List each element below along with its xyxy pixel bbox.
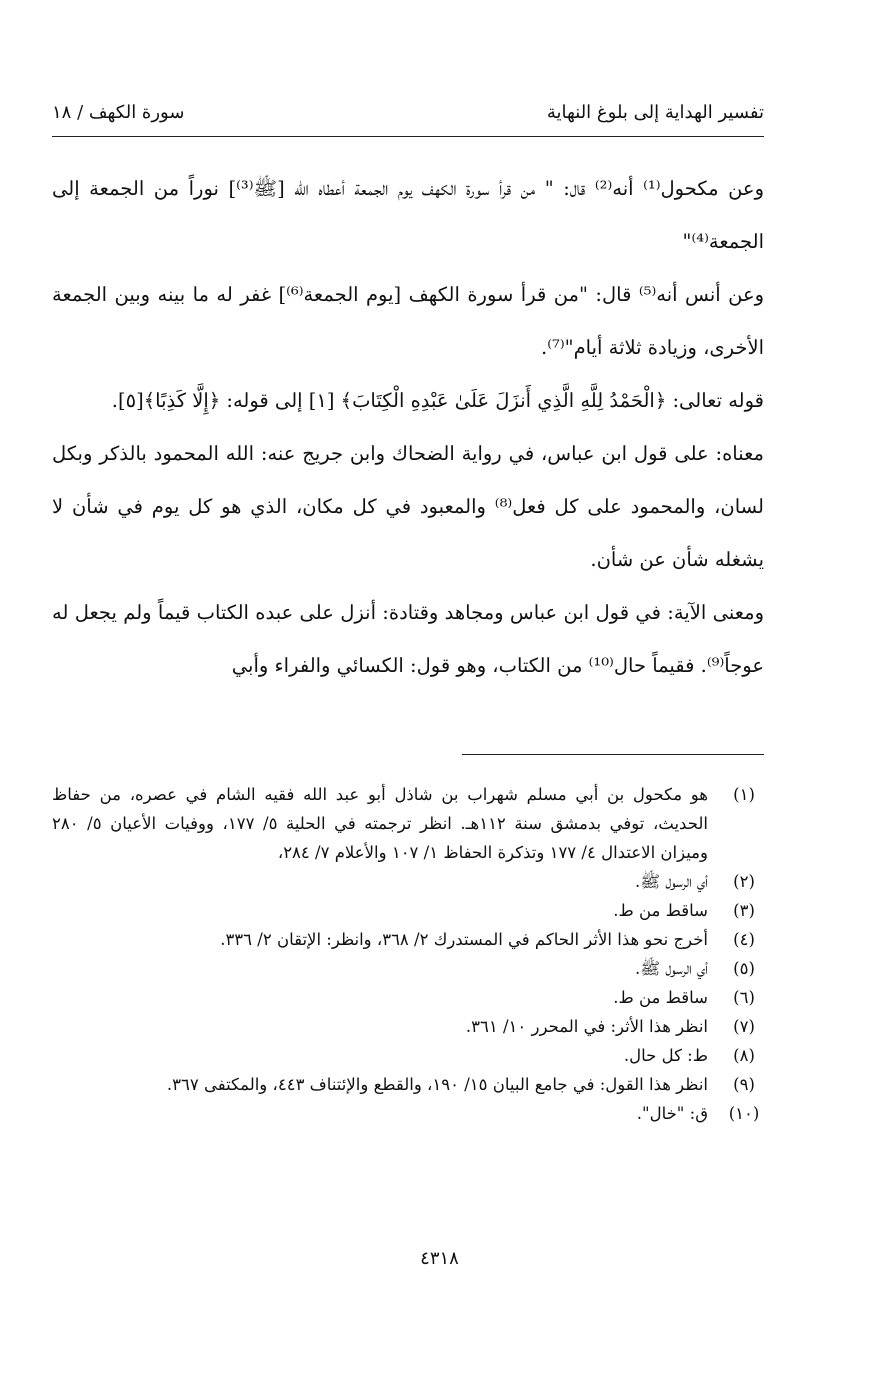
paragraph: ومعنى الآية: في قول ابن عباس ومجاهد وقتادة: أنزل على عبده الكتاب قيماً ولم يجعل له عوجاً⁽⁹⁾. فقيماً حال⁽¹⁰⁾ من الكتاب، وهو قول: الكسائي والفراء وأبي [52, 601, 764, 677]
footnote-number: (٧) [733, 1017, 755, 1036]
footnote-text: أي الرسول ﷺ. [634, 959, 708, 978]
main-text [52, 162, 764, 692]
footnote-number: (١٠) [728, 1104, 760, 1123]
footnote [52, 954, 764, 983]
footnote-text: هو مكحول بن أبي مسلم شهراب بن شاذل أبو عبد الله فقيه الشام في عصره، من حفاظ الحديث، توفي بدمشق سنة ١١٢هـ. انظر ترجمته في الحلية ٥/ ١٧٧، ووفيات الأعيان ٥/ ٢٨٠ وميزان الاعتدال ٤/ ١٧٧ وتذكرة الحفاظ ١/ ١٠٧ والأعلام ٧/ ٢٨٤، [52, 785, 708, 862]
running-header [52, 100, 764, 137]
footnote [52, 1012, 764, 1041]
footnote-number: (١) [733, 785, 755, 804]
footnote-separator [462, 754, 764, 755]
footnote-number: (٢) [733, 872, 755, 891]
footnote-number: (٩) [733, 1075, 755, 1094]
footnote [52, 896, 764, 925]
page-number: ٤٣١٨ [420, 1248, 459, 1269]
footnote-text: ساقط من ط. [613, 901, 708, 920]
footnote [52, 1070, 764, 1099]
footnote [52, 983, 764, 1012]
footnote-text: ط: كل حال. [623, 1046, 708, 1065]
footnote-text: انظر هذا الأثر: في المحرر ١٠/ ٣٦١. [465, 1017, 708, 1036]
footnote [52, 1041, 764, 1070]
book-title: تفسير الهداية إلى بلوغ النهاية [546, 102, 764, 123]
footnote-text: أي الرسول ﷺ. [634, 872, 708, 891]
footnote-text: أخرج نحو هذا الأثر الحاكم في المستدرك ٢/ ٣٦٨، وانظر: الإتقان ٢/ ٣٣٦. [220, 930, 708, 949]
footnote-number: (٦) [733, 988, 755, 1007]
paragraph: وعن مكحول⁽¹⁾ أنه⁽²⁾ قال: " من قرأ سورة الكهف يوم الجمعة أعطاه الله [ﷺ⁽³⁾] نوراً من الجمعة إلى الجمعة⁽⁴⁾" [52, 177, 764, 253]
footnote-text: ساقط من ط. [613, 988, 708, 1007]
footnote [52, 1099, 764, 1128]
footnote [52, 780, 764, 867]
footnote [52, 925, 764, 954]
footnote-number: (٥) [733, 959, 755, 978]
paragraph: قوله تعالى: ﴿الْحَمْدُ لِلَّهِ الَّذِي أَنزَلَ عَلَىٰ عَبْدِهِ الْكِتَابَ﴾ [١] إلى قوله: ﴿إِلَّا كَذِبًا﴾[٥]. [111, 389, 764, 412]
footnote-number: (٤) [733, 930, 755, 949]
footnote-number: (٣) [733, 901, 755, 920]
footnotes [52, 780, 764, 1128]
footnote [52, 867, 764, 896]
footnote-text: ق: "خال". [636, 1104, 708, 1123]
paragraph: معناه: على قول ابن عباس، في رواية الضحاك وابن جريج عنه: الله المحمود بالذكر وبكل لسان، والمحمود على كل فعل⁽⁸⁾ والمعبود في كل مكان، الذي هو كل يوم في شأن لا يشغله شأن عن شأن. [52, 442, 764, 571]
footnote-text: انظر هذا القول: في جامع البيان ١٥/ ١٩٠، والقطع والإئتناف ٤٤٣، والمكتفى ٣٦٧. [166, 1075, 708, 1094]
footnote-number: (٨) [733, 1046, 755, 1065]
surah-reference: سورة الكهف / ١٨ [52, 102, 185, 123]
paragraph: وعن أنس أنه⁽⁵⁾ قال: "من قرأ سورة الكهف [يوم الجمعة⁽⁶⁾] غفر له ما بينه وبين الجمعة الأخرى، وزيادة ثلاثة أيام"⁽⁷⁾. [52, 283, 764, 359]
